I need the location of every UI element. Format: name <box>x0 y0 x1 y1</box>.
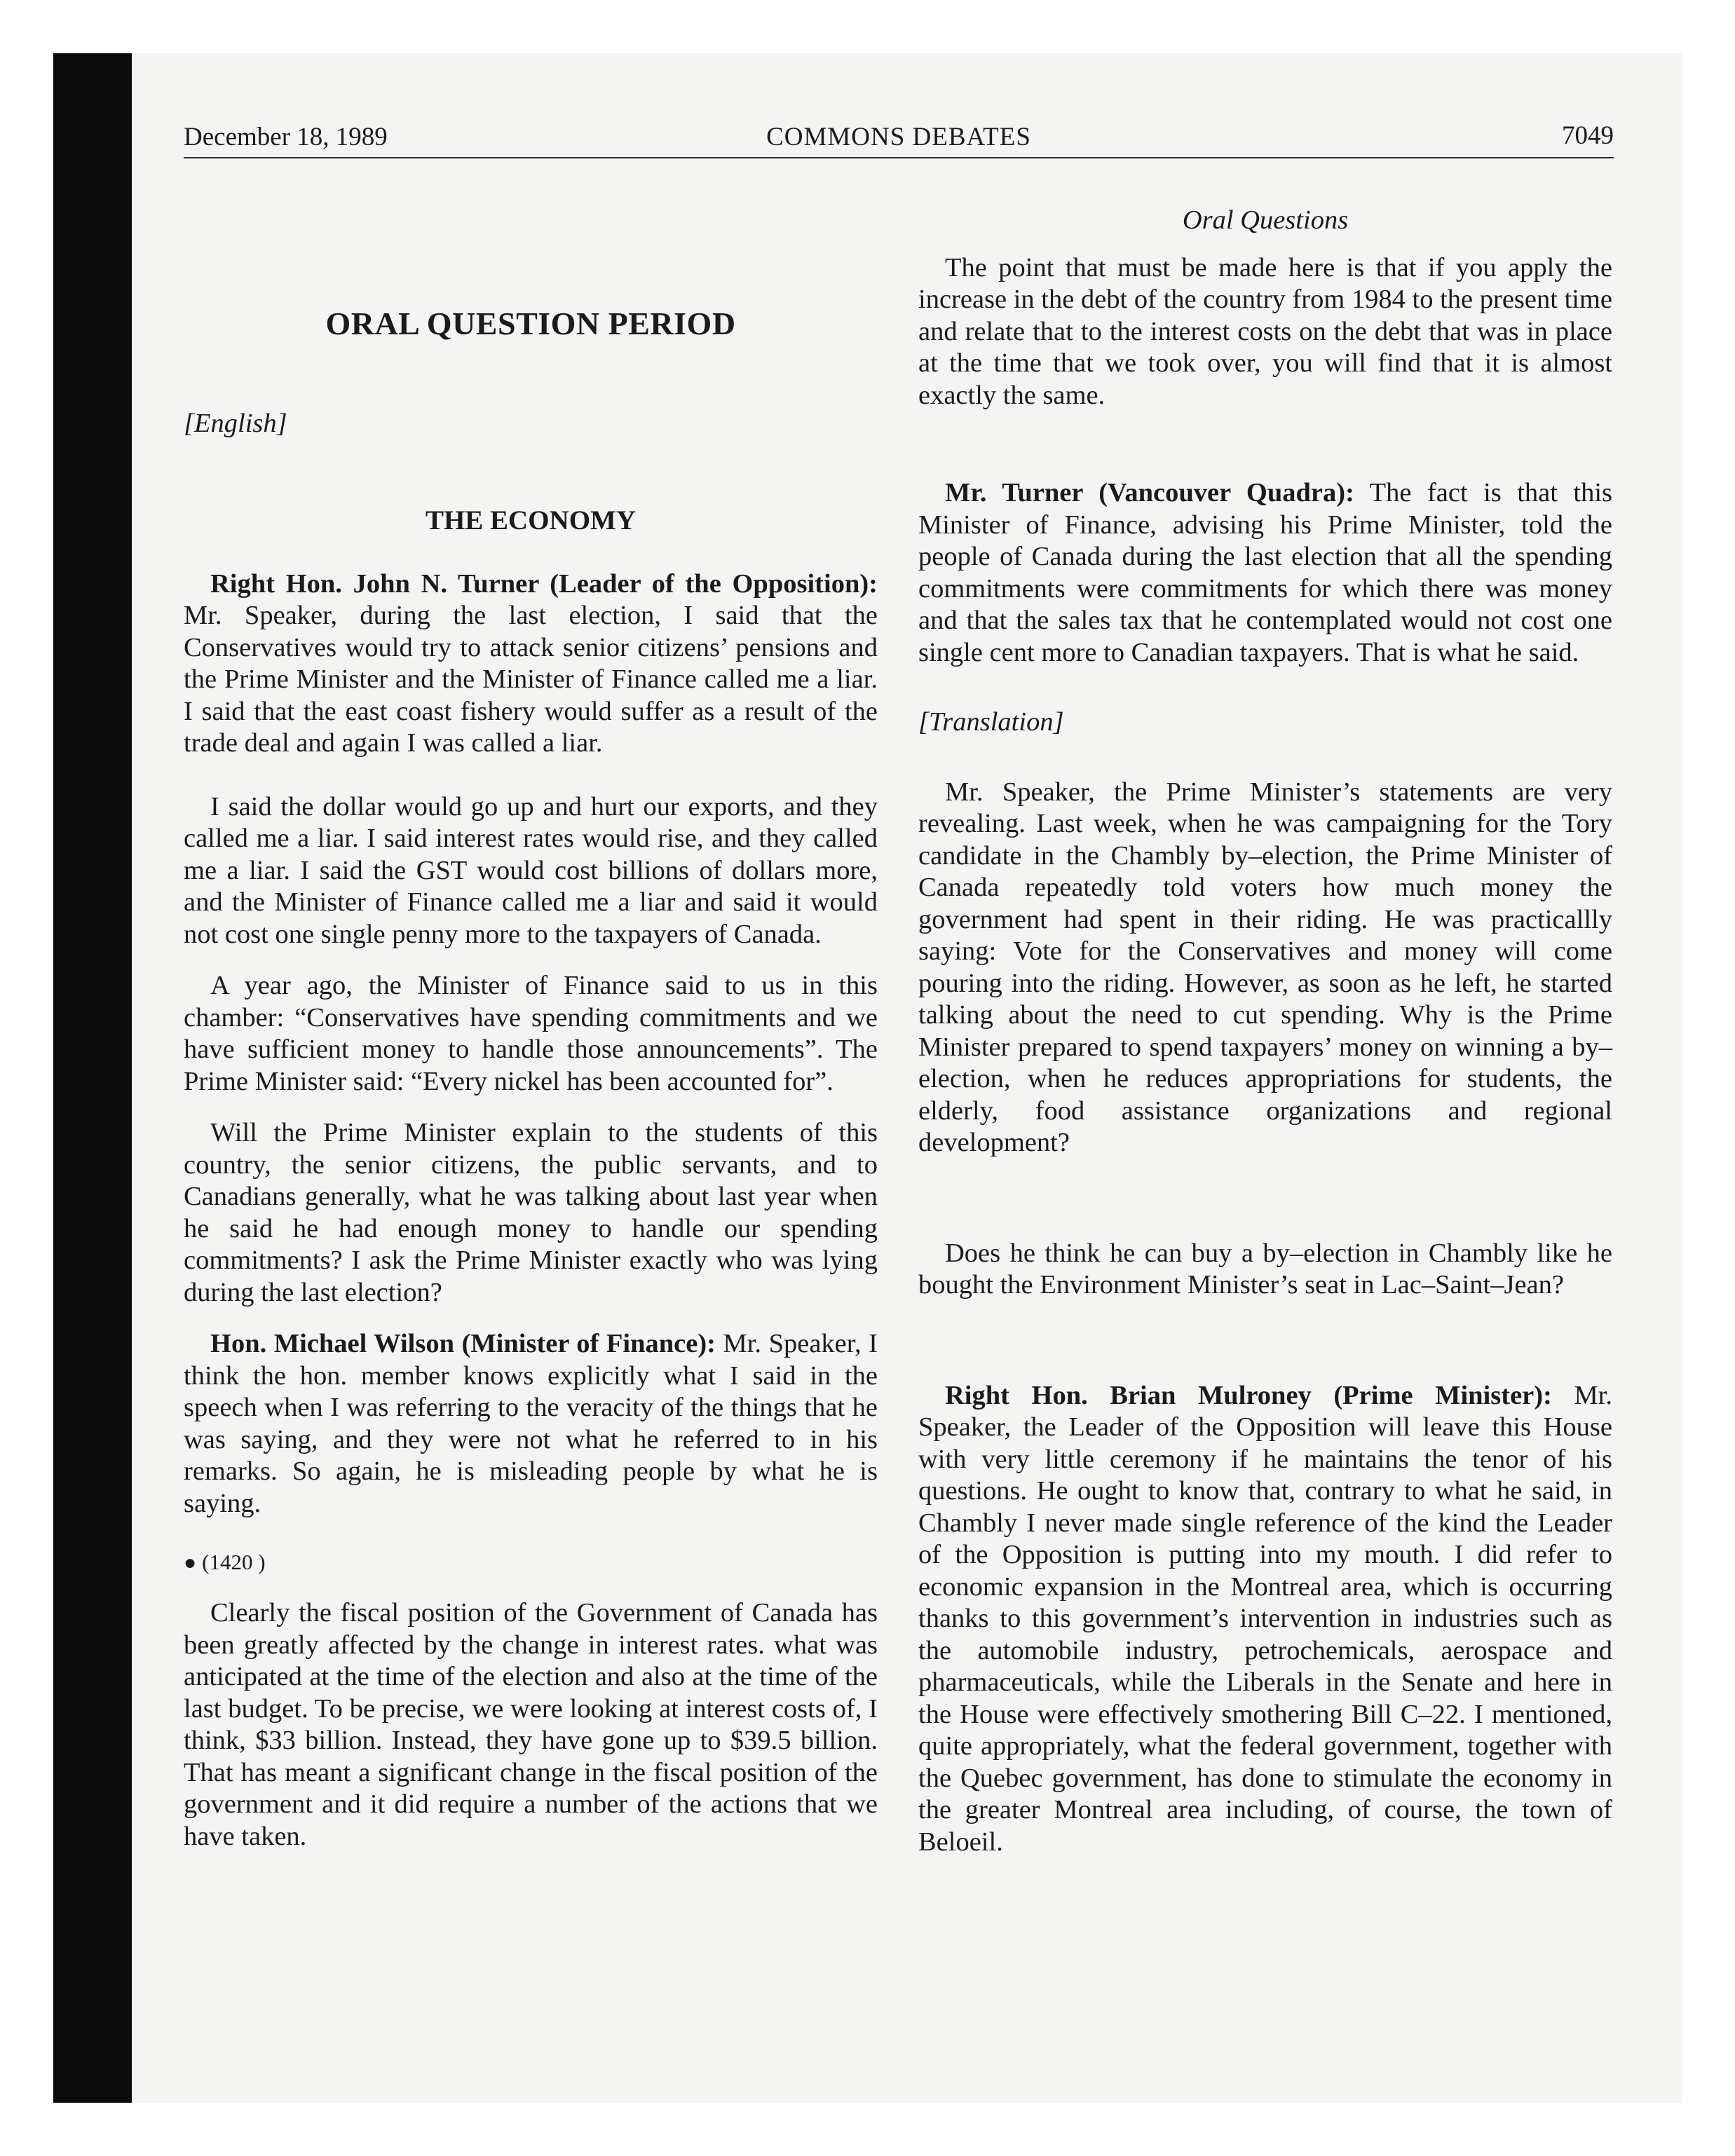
paragraph-turner-2: I said the dollar would go up and hurt our exports, and they called me a liar. I said interest rates would rise, and they called me a liar. I said the GST would cost billions of dollars more, and the Minister of Finance called me a liar and said it would not cost one single penny more to the taxpayers of Canada. <box>184 791 878 949</box>
page-title: ORAL QUESTION PERIOD <box>325 306 736 341</box>
speaker-name: Mr. Turner (Vancouver Quadra): <box>945 478 1354 507</box>
column-heading: Oral Questions <box>1182 205 1349 235</box>
binding-edge <box>53 53 132 2103</box>
left-column <box>184 157 878 1853</box>
time-marker-text: (1420 ) <box>202 1550 266 1574</box>
paragraph-wilson-2: Clearly the fiscal position of the Government of Canada has been greatly affected by the change in interest rates. what was anticipated at the time of the election and also at the time of the last budget. To be precise, we were looking at interest costs of, I think, $33 billion. Instead, they have gone up to $39.5 billion. That has meant a significant change in the fiscal position of the government and it did require a number of the actions that we have taken. <box>184 1598 878 1851</box>
speaker-name: Right Hon. John N. Turner (Leader of the Opposition): <box>210 568 878 599</box>
language-tag-translation: [Translation] <box>918 707 1064 737</box>
paragraph-wilson-1 <box>184 1328 878 1520</box>
section-title: THE ECONOMY <box>425 505 637 535</box>
speaker-name: Hon. Michael Wilson (Minister of Finance): <box>210 1329 716 1358</box>
header-title: COMMONS DEBATES <box>766 123 1031 151</box>
paragraph-turner-1 <box>184 568 878 760</box>
paragraph-wilson-3: The point that must be made here is that if you apply the increase in the debt of the country from 1984 to the present time and relate that to the interest costs on the debt that was in place at the time that we took over, you will find that it is almost exactly the same. <box>918 252 1613 410</box>
text-columns <box>184 157 1614 2049</box>
time-marker <box>184 1548 878 1578</box>
document-page <box>184 112 1614 2075</box>
paragraph-turner-5 <box>918 477 1612 669</box>
header-date: December 18, 1989 <box>184 123 388 151</box>
paragraph-turner-7: Does he think he can buy a by–election in Chambly like he bought the Environment Minister’s seat in Lac–Saint–Jean? <box>918 1238 1612 1299</box>
paragraph-text: Mr. Speaker, I think the hon. member knows explicitly what I said in the speech when I was referring to the veracity of the things that he was saying, and they were not what he referred to in his remarks. So again, he is misleading people by what he is saying. <box>184 1329 878 1518</box>
right-column <box>918 157 1612 1858</box>
paragraph-text: Mr. Speaker, the Leader of the Opposition will leave this House with very little ceremony if he maintains the tenor of his questions. He ought to know that, contrary to what he said, in Chambly I never made single reference of the kind the Leader of the Opposition is putting into my mouth. I did refer to economic expansion in the Montreal area, which is occurring thanks to this government’s intervention in industries such as the automobile industry, petrochemicals, aerospace and pharmaceuticals, while the Liberals in the Senate and here in the House were effectively smothering Bill C–22. I mentioned, quite appropriately, what the federal government, together with the Quebec government, has done to stimulate the economy in the greater Montreal area including, of course, the town of Beloeil. <box>918 1380 1612 1857</box>
running-header <box>184 112 1614 158</box>
paragraph-text: Mr. Speaker, during the last election, I said that the Conservatives would try to attack senior citizens’ pensions and the Prime Minister and the Minister of Finance called me a liar. I said that the east coast fishery would suffer as a result of the trade deal and again I was called a liar. <box>184 601 878 758</box>
paragraph-turner-4: Will the Prime Minister explain to the students of this country, the senior citizens, the public servants, and to Canadians generally, what he was talking about last year when he said he had enough money to handle our spending commitments? I ask the Prime Minister exactly who was lying during the last election? <box>184 1118 878 1307</box>
header-page-number: 7049 <box>1562 121 1614 150</box>
paragraph-text: The fact is that this Minister of Finance, advising his Prime Minister, told the people of Canada during the last election that all the spending commitments were commitments for which there was money and that the sales tax that he contemplated would not cost one single cent more to Canadian taxpayers. That is what he said. <box>918 478 1613 667</box>
paragraph-turner-3: A year ago, the Minister of Finance said to us in this chamber: “Conservatives have spending commitments and we have sufficient money to handle those announcements”. The Prime Minister said: “Every nickel has been accounted for”. <box>184 971 878 1096</box>
paragraph-mulroney-1 <box>918 1380 1612 1859</box>
bullet-icon: ● <box>184 1551 197 1574</box>
language-tag-english: [English] <box>184 409 287 438</box>
speaker-name: Right Hon. Brian Mulroney (Prime Minister): <box>945 1380 1552 1410</box>
paragraph-turner-6: Mr. Speaker, the Prime Minister’s statements are very revealing. Last week, when he was campaigning for the Tory candidate in the Chambly by–election, the Prime Minister of Canada repeatedly told voters how much money the government had spent in their riding. He was practicallly saying: Vote for the Conservatives and money will come pouring into the riding. However, as soon as he left, he started talking about the need to cut spending. Why is the Prime Minister prepared to spend taxpayers’ money on winning a by–election, when he reduces appropriations for students, the elderly, food assistance organizations and regional development? <box>918 777 1612 1157</box>
